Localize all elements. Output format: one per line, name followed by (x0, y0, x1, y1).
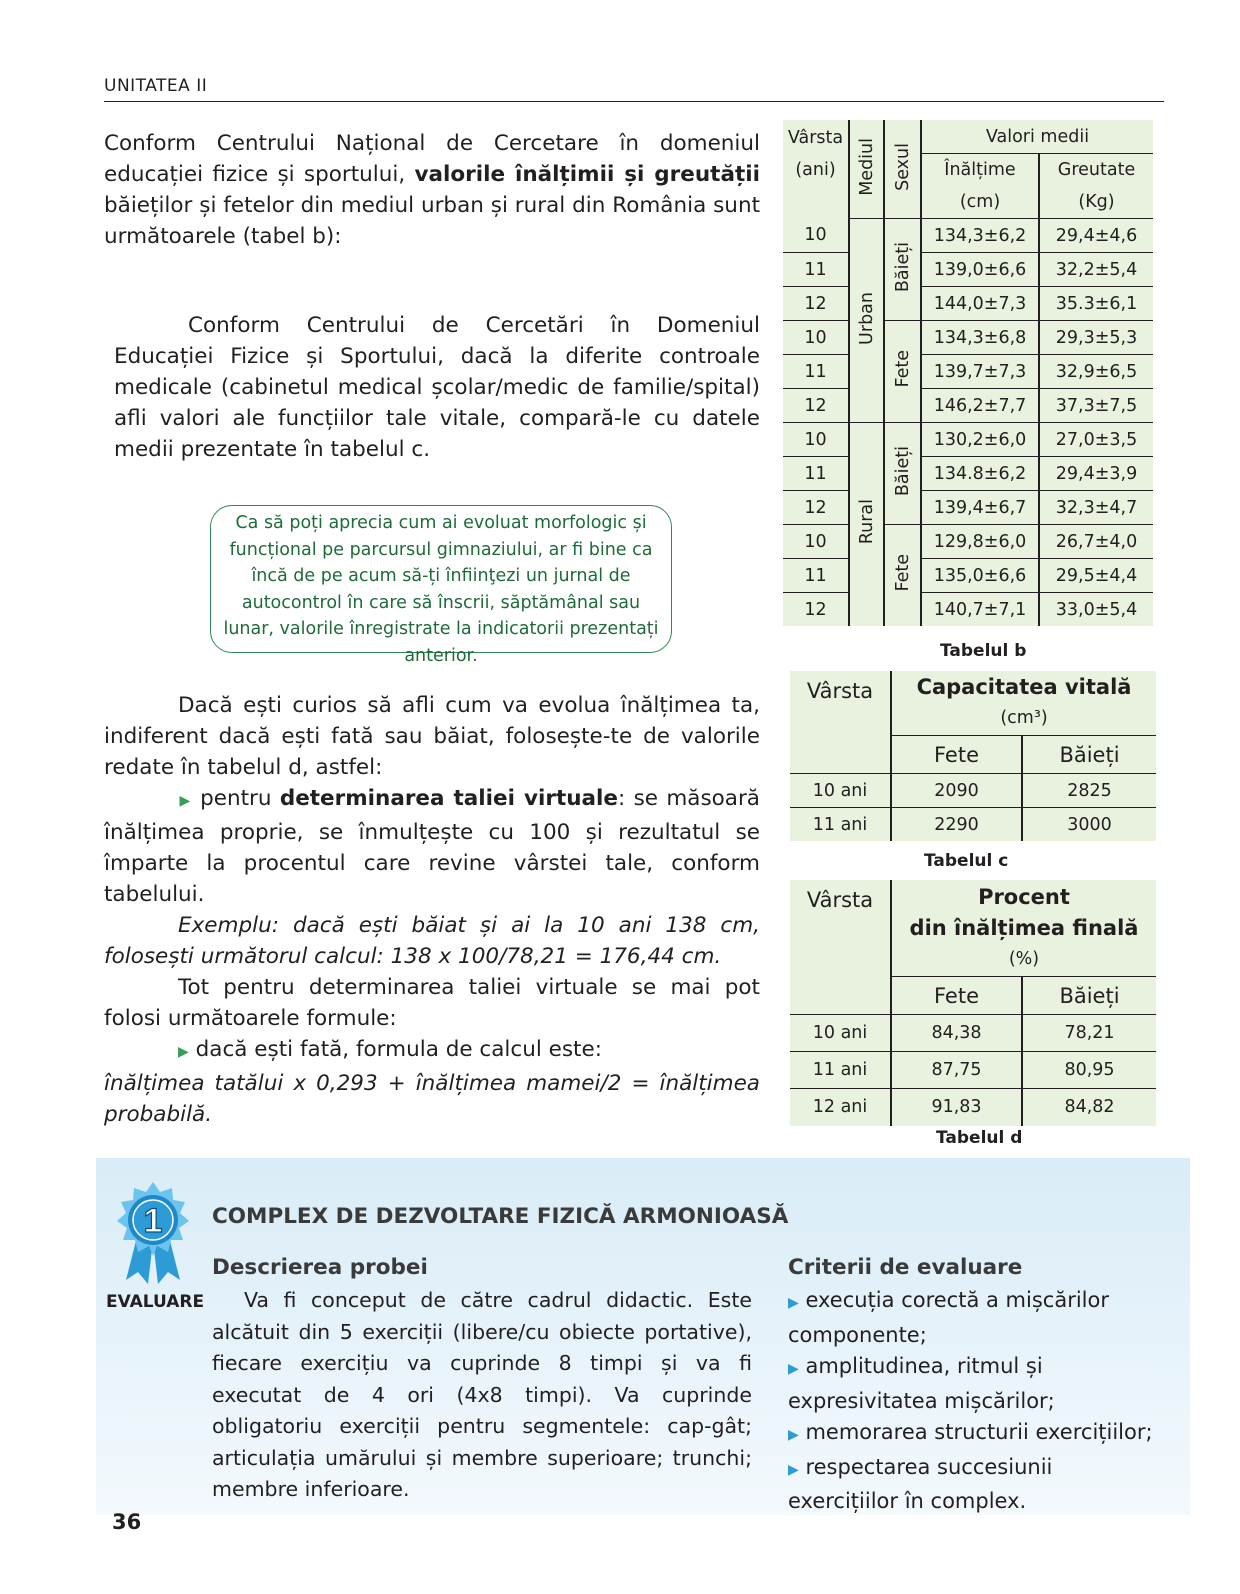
table-b-cell: 33,0±5,4 (1055, 599, 1138, 620)
intro-paragraph (104, 128, 760, 252)
th-age: Vârsta (790, 671, 891, 774)
evaluation-label: EVALUARE (106, 1292, 205, 1312)
sex-boys: Băieți (892, 445, 913, 497)
th-avg: Valori medii (921, 120, 1153, 154)
bullet-icon: ▶ (178, 1044, 189, 1060)
table-b-cell: 11 (783, 253, 849, 287)
criteria-text: respectarea succesiunii exercițiilor în complex. (788, 1454, 1053, 1513)
criteria-heading: Criterii de evaluare (788, 1255, 1023, 1280)
table-b-cell: 139,4±6,7 (921, 491, 1039, 525)
table-d-cell: 10 ani (790, 1015, 891, 1052)
table-b-cell: 12 (783, 491, 849, 525)
table-b-cell: 29,4±4,6 (1039, 219, 1153, 253)
height-paragraph (104, 690, 760, 1130)
th-env: Mediul (856, 137, 877, 196)
table-c-cell: 2090 (891, 774, 1022, 808)
th-vital-capacity: Capacitatea vitală (916, 675, 1132, 699)
th-boys: Băieți (1022, 977, 1156, 1015)
table-d-cell: 87,75 (891, 1052, 1022, 1089)
list-item (788, 1351, 1168, 1417)
bullet-icon: ▶ (788, 1427, 799, 1443)
table-b-cell: 37,3±7,5 (1039, 389, 1153, 423)
table-b-cell: 10 (783, 321, 849, 355)
bullet1-bold: determinarea taliei virtuale (279, 786, 618, 811)
sex-girls: Fete (892, 554, 913, 592)
list-item (788, 1285, 1168, 1351)
table-b-cell: 134.8±6,2 (921, 457, 1039, 491)
list-item (788, 1417, 1168, 1452)
table-b-cell: 11 (783, 355, 849, 389)
para3-more: Tot pentru determinarea taliei virtuale se mai pot folosi următoarele formule: (104, 975, 760, 1031)
sex-girls: Fete (892, 350, 913, 388)
list-item (788, 1452, 1168, 1518)
table-b-cell: 10 (783, 525, 849, 559)
th-girls: Fete (891, 977, 1022, 1015)
th-weight: Greutate (1057, 160, 1136, 180)
table-b-cell: 134,3±6,8 (921, 321, 1039, 355)
table-b-cell: 134,3±6,2 (921, 219, 1039, 253)
table-c-cell: 10 ani (790, 774, 891, 808)
table-b-cell: 146,2±7,7 (921, 389, 1039, 423)
bullet1-pre: pentru (200, 786, 280, 811)
table-d-cell: 84,38 (891, 1015, 1022, 1052)
award-ribbon-icon (108, 1178, 198, 1288)
table-b-cell: 11 (783, 559, 849, 593)
table-b-cell: 35.3±6,1 (1039, 287, 1153, 321)
th-age: Vârsta (790, 880, 891, 1015)
table-b-cell: 12 (783, 389, 849, 423)
table-c-cell: 2825 (1022, 774, 1156, 808)
criteria-text: execuția corectă a mișcărilor componente; (788, 1288, 1109, 1347)
table-b-cell: 10 (783, 423, 849, 457)
criteria-text: amplitudinea, ritmul și expresivitatea mișcărilor; (788, 1354, 1055, 1413)
bullet-icon: ▶ (788, 1295, 799, 1311)
table-d (790, 880, 1156, 1126)
th-boys: Băieți (1022, 736, 1156, 774)
th-percent-sub: din înălțimea finală (909, 915, 1139, 940)
table-b (783, 120, 1153, 626)
description-heading: Descrierea probei (212, 1255, 428, 1280)
unit-header: UNITATEA II (104, 76, 208, 96)
table-c (790, 671, 1156, 841)
table-b-cell: 29,5±4,4 (1039, 559, 1153, 593)
sex-boys: Băieți (892, 241, 913, 293)
table-b-cell: 32,2±5,4 (1039, 253, 1153, 287)
bullet2-text: dacă ești fată, formula de calcul este: (195, 1037, 602, 1062)
th-percent-unit: (%) (1008, 948, 1040, 969)
example-text: Exemplu: dacă ești băiat și ai la 10 ani 138 cm, folosești următorul calcul: 138 x 100/78,21 = 176,44 cm. (104, 913, 760, 969)
vitals-paragraph (114, 310, 760, 465)
table-c-cell: 11 ani (790, 808, 891, 842)
criteria-text: memorarea structurii exercițiilor; (805, 1420, 1153, 1444)
table-b-cell: 139,0±6,6 (921, 253, 1039, 287)
table-b-cell: 29,3±5,3 (1039, 321, 1153, 355)
caption-table-b: Tabelul b (940, 641, 1027, 661)
table-b-cell: 139,7±7,3 (921, 355, 1039, 389)
th-girls: Fete (891, 736, 1022, 774)
para1-text-c: băieților și fetelor din mediul urban și rural din România sunt următoarele (tabel b): (104, 193, 760, 249)
para3-intro: Dacă ești curios să afli cum va evolua înălțimea ta, indiferent dacă ești fată sau băiat, folosește-te de valorile redate în tabelul d, astfel: (104, 693, 760, 780)
table-b-cell: 12 (783, 593, 849, 627)
table-d-cell: 11 ani (790, 1052, 891, 1089)
table-d-cell: 91,83 (891, 1089, 1022, 1126)
table-d-cell: 84,82 (1064, 1097, 1115, 1118)
env-urban: Urban (856, 291, 877, 345)
th-percent: Procent (978, 884, 1070, 909)
table-b-cell: 135,0±6,6 (921, 559, 1039, 593)
formula-text: înălțimea tatălui x 0,293 + înălțimea mamei/2 = înălțimea probabilă. (104, 1071, 760, 1127)
th-vital-unit: (cm³) (1000, 708, 1048, 728)
th-height: Înălțime (944, 160, 1016, 180)
th-weight-unit: (Kg) (1078, 192, 1115, 212)
table-b-cell: 32,9±6,5 (1039, 355, 1153, 389)
env-rural: Rural (856, 499, 877, 545)
page-number: 36 (112, 1510, 142, 1534)
caption-table-c: Tabelul c (924, 851, 1009, 871)
table-b-cell: 29,4±3,9 (1039, 457, 1153, 491)
table-b-cell: 129,8±6,0 (921, 525, 1039, 559)
para1-bold: valorile înălțimii și greutății (414, 162, 760, 187)
table-b-cell: 10 (783, 219, 849, 253)
table-b-cell: 140,7±7,1 (921, 593, 1039, 627)
para2-text: Conform Centrului de Cercetări în Domeniul Educației Fizice și Sportului, dacă la diferite controale medicale (cabinetul medical școlar/medic de familie/spital) afli valori ale funcțiilor tale vitale, compară-le cu datele medii prezentate în tabelul c. (114, 313, 760, 462)
table-b-cell: 130,2±6,0 (921, 423, 1039, 457)
table-d-cell: 80,95 (1022, 1052, 1156, 1089)
bullet1-post: : se măsoară înălțimea proprie, se înmulțește cu 100 și rezultatul se împarte la procentul care revine vârstei tale, conform tabelului. (104, 786, 760, 907)
th-sex: Sexul (892, 142, 913, 191)
table-b-cell: 144,0±7,3 (921, 287, 1039, 321)
table-b-cell: 27,0±3,5 (1039, 423, 1153, 457)
th-age-unit: (ani) (795, 160, 836, 180)
criteria-list (788, 1285, 1168, 1518)
table-c-cell: 3000 (1067, 814, 1112, 835)
table-b-cell: 11 (783, 457, 849, 491)
bullet-icon: ▶ (788, 1461, 799, 1478)
description-text (212, 1285, 752, 1506)
para1-text-a: Conform Centrului Național de Cercetare în domeniul educației fizice și sportului, (104, 131, 760, 187)
tip-box: Ca să poți aprecia cum ai evoluat morfologic și funcțional pe parcursul gimnaziului, ar fi bine ca încă de pe acum să-ți înfiinţezi un jurnal de autocontrol în care să înscrii, săptămânal sau lunar, valorile înregistrate la indicatorii prezentați anterior. (210, 505, 672, 653)
bullet-icon: ▶ (178, 793, 192, 809)
th-age: Vârsta (787, 128, 844, 148)
bullet-icon: ▶ (788, 1361, 799, 1377)
table-d-cell: 78,21 (1022, 1015, 1156, 1052)
table-c-cell: 2290 (891, 808, 1022, 842)
table-b-cell: 32,3±4,7 (1039, 491, 1153, 525)
description-body: Va fi conceput de către cadrul didactic. Este alcătuit din 5 exerciții (libere/cu obiecte portative), fiecare exercițiu va cuprinde 8 timpi și va fi executat de 4 ori (4x8 timpi). Va cuprinde obligatoriu exerciții pentru segmentele: cap-gât; articulația umărului și membre superioare; trunchi; membre inferioare. (212, 1288, 752, 1501)
table-b-cell: 12 (783, 287, 849, 321)
table-d-cell: 12 ani (790, 1089, 891, 1126)
caption-table-d: Tabelul d (936, 1128, 1023, 1148)
header-rule (104, 101, 1164, 102)
th-height-unit: (cm) (959, 192, 1001, 212)
badge-number: 1 (143, 1202, 163, 1240)
table-b-cell: 26,7±4,0 (1039, 525, 1153, 559)
evaluation-title: COMPLEX DE DEZVOLTARE FIZICĂ ARMONIOASĂ (212, 1204, 789, 1229)
